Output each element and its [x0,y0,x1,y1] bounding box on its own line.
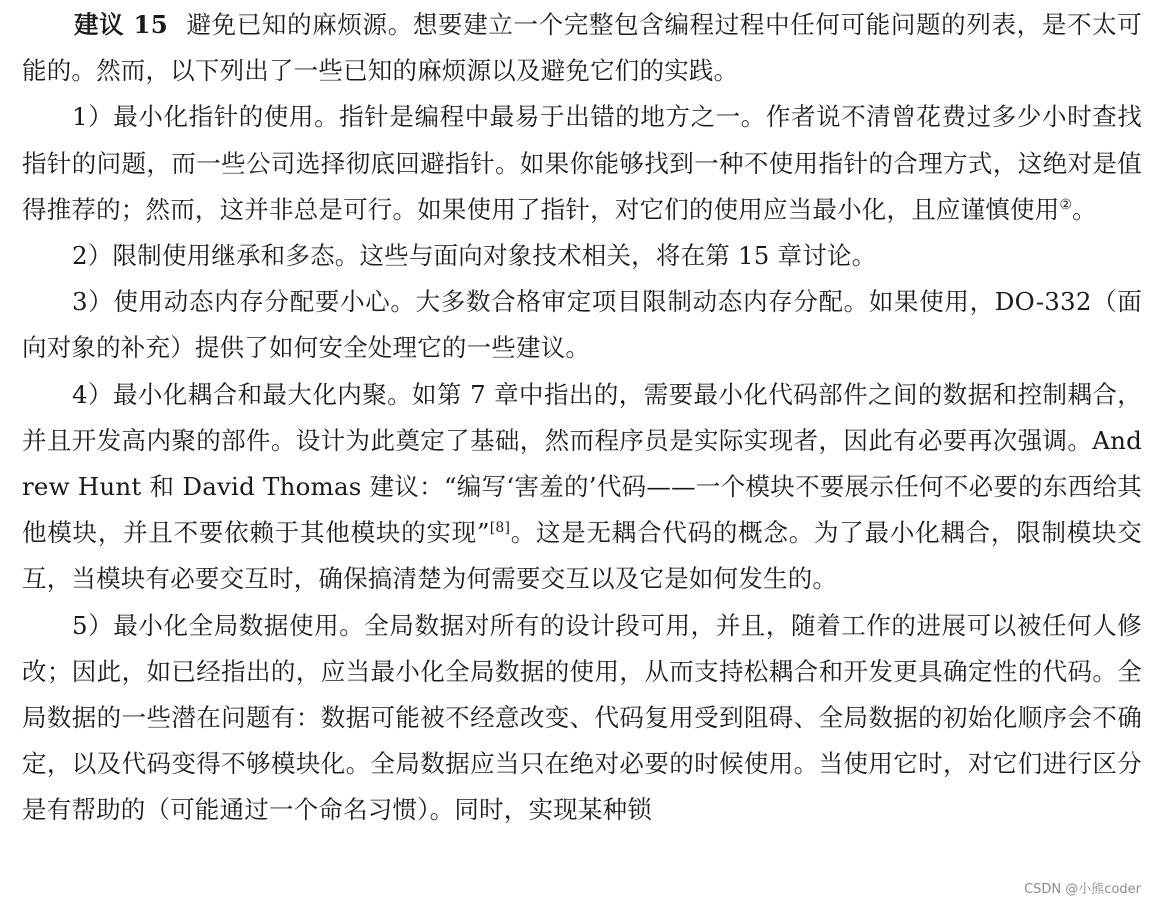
item-4-tail: 。这是无耦合代码的概念。为了最小化耦合，限制模块交互，当模块有必要交互时，确保搞清楚为何需要交互以及它是如何发生的。 [22,518,1143,594]
document-page [22,2,1142,834]
item-1-paragraph [22,94,1142,233]
recommendation-paragraph [22,2,1142,94]
item-2-text: 2）限制使用继承和多态。这些与面向对象技术相关，将在第 15 章讨论。 [72,241,877,271]
item-3-text: 3）使用动态内存分配要小心。大多数合格审定项目限制动态内存分配。如果使用，DO-332（面向对象的补充）提供了如何安全处理它的一些建议。 [22,287,1142,363]
item-3-paragraph [22,279,1142,371]
item-5-text: 5）最小化全局数据使用。全局数据对所有的设计段可用，并且，随着工作的进展可以被任何人修改；因此，如已经指出的，应当最小化全局数据的使用，从而支持松耦合和开发更具确定性的代码。全局数据的一些潜在问题有：数据可能被不经意改变、代码复用受到阻碍、全局数据的初始化顺序会不确定，以及代码变得不够模块化。全局数据应当只在绝对必要的时候使用。当使用它时，对它们进行区分是有帮助的（可能通过一个命名习惯）。同时，实现某种锁 [22,610,1142,825]
item-2-paragraph [22,233,1142,279]
item-4-footnote: [8] [489,520,511,537]
item-1-text: 1）最小化指针的使用。指针是编程中最易于出错的地方之一。作者说不清曾花费过多少小时查找指针的问题，而一些公司选择彻底回避指针。如果你能够找到一种不使用指针的合理方式，这绝对是值得推荐的；然而，这并非总是可行。如果使用了指针，对它们的使用应当最小化，且应谨慎使用 [22,102,1142,224]
item-1-footnote: ② [1059,196,1073,213]
item-4-text: 4）最小化耦合和最大化内聚。如第 7 章中指出的，需要最小化代码部件之间的数据和控制耦合，并且开发高内聚的部件。设计为此奠定了基础，然而程序员是实际实现者，因此有必要再次强调。Andrew Hunt 和 David Thomas 建议：“编写‘害羞的’代码——一个模块不要展示任何不必要的东西给其他模块，并且不要依赖于其他模块的实现” [22,379,1142,548]
item-4-paragraph [22,372,1142,603]
recommendation-label: 建议 15 [74,10,168,39]
recommendation-text: 避免已知的麻烦源。想要建立一个完整包含编程过程中任何可能问题的列表，是不太可能的。然而，以下列出了一些已知的麻烦源以及避免它们的实践。 [22,10,1142,86]
item-5-paragraph [22,603,1142,834]
csdn-watermark: CSDN @小熊coder [1024,882,1141,897]
item-1-tail: 。 [1072,194,1097,224]
